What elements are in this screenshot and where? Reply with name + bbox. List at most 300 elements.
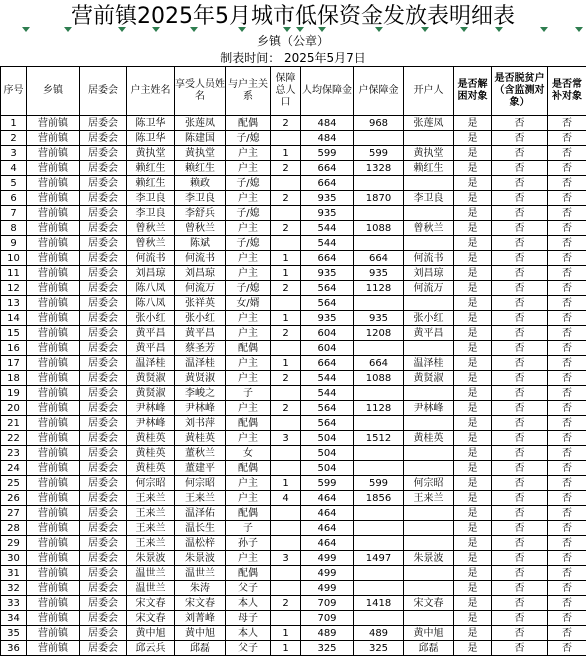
table-cell[interactable]: 544 <box>301 371 354 386</box>
table-cell[interactable]: 否 <box>492 251 548 266</box>
table-cell[interactable] <box>404 536 454 551</box>
table-cell[interactable]: 否 <box>492 326 548 341</box>
table-cell[interactable]: 否 <box>548 191 586 206</box>
table-cell[interactable]: 是 <box>454 491 492 506</box>
table-cell[interactable]: 张小红 <box>127 311 175 326</box>
table-cell[interactable]: 否 <box>492 281 548 296</box>
filter-dropdown-icon[interactable] <box>375 27 383 32</box>
filter-dropdown-icon[interactable] <box>318 27 326 32</box>
table-cell[interactable]: 黄桂英 <box>127 461 175 476</box>
table-cell[interactable]: 1 <box>271 146 301 161</box>
filter-dropdown-icon[interactable] <box>495 27 503 32</box>
table-cell[interactable]: 子/媳 <box>226 131 271 146</box>
table-cell[interactable] <box>271 566 301 581</box>
table-cell[interactable] <box>271 386 301 401</box>
table-cell[interactable]: 29 <box>1 536 27 551</box>
table-cell[interactable] <box>271 446 301 461</box>
table-cell[interactable]: 564 <box>301 401 354 416</box>
table-cell[interactable]: 否 <box>548 476 586 491</box>
table-cell[interactable] <box>404 296 454 311</box>
table-cell[interactable]: 居委会 <box>80 191 127 206</box>
table-cell[interactable]: 否 <box>548 266 586 281</box>
table-cell[interactable]: 664 <box>354 251 404 266</box>
table-cell[interactable] <box>271 611 301 626</box>
table-cell[interactable]: 居委会 <box>80 176 127 191</box>
table-cell[interactable]: 王来兰 <box>175 491 226 506</box>
table-cell[interactable]: 营前镇 <box>27 446 80 461</box>
table-cell[interactable]: 黄平昌 <box>127 326 175 341</box>
table-cell[interactable]: 否 <box>492 446 548 461</box>
table-cell[interactable]: 赖政 <box>175 176 226 191</box>
table-cell[interactable] <box>354 581 404 596</box>
table-cell[interactable]: 30 <box>1 551 27 566</box>
table-cell[interactable]: 544 <box>301 236 354 251</box>
table-cell[interactable]: 是 <box>454 281 492 296</box>
table-cell[interactable]: 子 <box>226 521 271 536</box>
table-cell[interactable]: 黄中旭 <box>175 626 226 641</box>
table-cell[interactable] <box>404 566 454 581</box>
table-cell[interactable]: 何宗昭 <box>404 476 454 491</box>
table-cell[interactable]: 33 <box>1 596 27 611</box>
table-cell[interactable]: 居委会 <box>80 611 127 626</box>
table-cell[interactable]: 黄执堂 <box>175 146 226 161</box>
table-cell[interactable]: 营前镇 <box>27 266 80 281</box>
table-cell[interactable]: 否 <box>492 221 548 236</box>
table-cell[interactable]: 否 <box>548 461 586 476</box>
table-cell[interactable]: 325 <box>354 641 404 656</box>
table-cell[interactable]: 否 <box>492 416 548 431</box>
header-cell[interactable]: 与户主关系 <box>226 67 271 116</box>
table-cell[interactable]: 1088 <box>354 371 404 386</box>
table-cell[interactable]: 温长生 <box>175 521 226 536</box>
table-cell[interactable]: 1856 <box>354 491 404 506</box>
table-cell[interactable] <box>271 416 301 431</box>
table-cell[interactable]: 544 <box>301 386 354 401</box>
table-cell[interactable]: 营前镇 <box>27 236 80 251</box>
table-cell[interactable]: 否 <box>548 581 586 596</box>
table-cell[interactable]: 1512 <box>354 431 404 446</box>
table-cell[interactable]: 赖红生 <box>404 161 454 176</box>
table-cell[interactable]: 否 <box>548 176 586 191</box>
table-cell[interactable]: 1328 <box>354 161 404 176</box>
table-cell[interactable]: 本人 <box>226 626 271 641</box>
table-cell[interactable]: 尹林峰 <box>404 401 454 416</box>
table-cell[interactable]: 是 <box>454 341 492 356</box>
table-cell[interactable]: 968 <box>354 116 404 131</box>
table-cell[interactable]: 本人 <box>226 596 271 611</box>
table-cell[interactable]: 是 <box>454 521 492 536</box>
table-cell[interactable]: 户主 <box>226 356 271 371</box>
table-cell[interactable]: 935 <box>301 311 354 326</box>
table-cell[interactable]: 664 <box>301 161 354 176</box>
table-cell[interactable]: 否 <box>492 266 548 281</box>
table-cell[interactable]: 否 <box>548 281 586 296</box>
table-cell[interactable]: 8 <box>1 221 27 236</box>
table-cell[interactable]: 否 <box>548 116 586 131</box>
table-cell[interactable]: 否 <box>492 386 548 401</box>
table-cell[interactable]: 否 <box>548 566 586 581</box>
filter-dropdown-icon[interactable] <box>190 27 198 32</box>
table-cell[interactable]: 是 <box>454 176 492 191</box>
table-cell[interactable]: 504 <box>301 461 354 476</box>
table-cell[interactable] <box>271 296 301 311</box>
table-cell[interactable]: 营前镇 <box>27 611 80 626</box>
table-cell[interactable]: 户主 <box>226 221 271 236</box>
table-cell[interactable]: 居委会 <box>80 536 127 551</box>
header-cell[interactable]: 居委会 <box>80 67 127 116</box>
table-cell[interactable]: 504 <box>301 431 354 446</box>
table-cell[interactable]: 居委会 <box>80 641 127 656</box>
table-cell[interactable]: 配偶 <box>226 116 271 131</box>
table-cell[interactable]: 居委会 <box>80 356 127 371</box>
table-cell[interactable]: 黄桂英 <box>127 446 175 461</box>
table-cell[interactable]: 是 <box>454 266 492 281</box>
table-cell[interactable]: 是 <box>454 461 492 476</box>
table-cell[interactable]: 2 <box>271 371 301 386</box>
table-cell[interactable]: 是 <box>454 131 492 146</box>
table-cell[interactable]: 黄平昌 <box>404 326 454 341</box>
table-cell[interactable]: 否 <box>548 221 586 236</box>
table-cell[interactable]: 何流书 <box>127 251 175 266</box>
table-cell[interactable]: 564 <box>301 296 354 311</box>
table-cell[interactable]: 母子 <box>226 611 271 626</box>
table-cell[interactable]: 张祥英 <box>175 296 226 311</box>
table-cell[interactable]: 否 <box>492 626 548 641</box>
filter-dropdown-icon[interactable] <box>238 27 246 32</box>
table-cell[interactable]: 31 <box>1 566 27 581</box>
table-cell[interactable]: 父子 <box>226 641 271 656</box>
table-cell[interactable]: 居委会 <box>80 206 127 221</box>
table-cell[interactable]: 营前镇 <box>27 311 80 326</box>
table-cell[interactable]: 黄贤淑 <box>175 371 226 386</box>
table-cell[interactable]: 是 <box>454 251 492 266</box>
table-cell[interactable]: 赖红生 <box>127 176 175 191</box>
table-cell[interactable]: 1418 <box>354 596 404 611</box>
table-cell[interactable]: 居委会 <box>80 161 127 176</box>
table-cell[interactable]: 户主 <box>226 191 271 206</box>
table-cell[interactable]: 曾秋兰 <box>127 236 175 251</box>
table-cell[interactable]: 1208 <box>354 326 404 341</box>
table-cell[interactable]: 564 <box>301 416 354 431</box>
table-cell[interactable]: 否 <box>492 356 548 371</box>
table-cell[interactable]: 营前镇 <box>27 206 80 221</box>
table-cell[interactable]: 配偶 <box>226 416 271 431</box>
table-cell[interactable]: 否 <box>548 491 586 506</box>
table-cell[interactable]: 宋文春 <box>404 596 454 611</box>
table-cell[interactable]: 20 <box>1 401 27 416</box>
table-cell[interactable]: 否 <box>492 521 548 536</box>
table-cell[interactable]: 否 <box>492 311 548 326</box>
table-cell[interactable]: 黄执堂 <box>127 146 175 161</box>
table-cell[interactable]: 居委会 <box>80 521 127 536</box>
table-cell[interactable]: 宋文春 <box>127 611 175 626</box>
table-cell[interactable]: 664 <box>354 356 404 371</box>
table-cell[interactable]: 是 <box>454 431 492 446</box>
table-cell[interactable]: 王来兰 <box>127 536 175 551</box>
table-cell[interactable]: 居委会 <box>80 236 127 251</box>
table-cell[interactable]: 居委会 <box>80 551 127 566</box>
table-cell[interactable] <box>271 581 301 596</box>
table-cell[interactable]: 营前镇 <box>27 341 80 356</box>
filter-dropdown-icon[interactable] <box>421 27 429 32</box>
table-cell[interactable]: 温松梓 <box>175 536 226 551</box>
header-cell[interactable]: 享受人员姓名 <box>175 67 226 116</box>
table-cell[interactable]: 户主 <box>226 146 271 161</box>
table-cell[interactable]: 464 <box>301 491 354 506</box>
table-cell[interactable]: 否 <box>548 206 586 221</box>
table-cell[interactable]: 温泽佑 <box>175 506 226 521</box>
header-cell[interactable]: 是否常补对象 <box>548 67 586 116</box>
table-cell[interactable]: 6 <box>1 191 27 206</box>
table-cell[interactable]: 居委会 <box>80 626 127 641</box>
filter-dropdown-icon[interactable] <box>64 27 72 32</box>
table-cell[interactable]: 营前镇 <box>27 581 80 596</box>
table-cell[interactable]: 是 <box>454 401 492 416</box>
table-cell[interactable]: 居委会 <box>80 461 127 476</box>
table-cell[interactable]: 子/媳 <box>226 281 271 296</box>
table-cell[interactable]: 否 <box>492 491 548 506</box>
table-cell[interactable]: 居委会 <box>80 296 127 311</box>
table-cell[interactable]: 709 <box>301 611 354 626</box>
table-cell[interactable]: 陈卫华 <box>127 116 175 131</box>
table-cell[interactable]: 935 <box>301 266 354 281</box>
table-cell[interactable] <box>271 176 301 191</box>
table-cell[interactable]: 484 <box>301 116 354 131</box>
table-cell[interactable]: 配偶 <box>226 566 271 581</box>
table-cell[interactable] <box>404 341 454 356</box>
table-cell[interactable]: 黄桂英 <box>175 431 226 446</box>
table-cell[interactable]: 刘昌琼 <box>175 266 226 281</box>
table-cell[interactable]: 何流书 <box>175 251 226 266</box>
table-cell[interactable]: 否 <box>548 446 586 461</box>
table-cell[interactable]: 是 <box>454 191 492 206</box>
table-cell[interactable]: 温世兰 <box>127 581 175 596</box>
table-cell[interactable]: 居委会 <box>80 266 127 281</box>
table-cell[interactable]: 曾秋兰 <box>175 221 226 236</box>
table-cell[interactable]: 温泽桂 <box>127 356 175 371</box>
table-cell[interactable] <box>354 341 404 356</box>
table-cell[interactable] <box>271 206 301 221</box>
table-cell[interactable]: 10 <box>1 251 27 266</box>
table-cell[interactable]: 464 <box>301 521 354 536</box>
table-cell[interactable]: 34 <box>1 611 27 626</box>
table-cell[interactable]: 11 <box>1 266 27 281</box>
table-cell[interactable]: 是 <box>454 536 492 551</box>
table-cell[interactable]: 居委会 <box>80 491 127 506</box>
table-cell[interactable]: 4 <box>1 161 27 176</box>
header-cell[interactable]: 户保障金 <box>354 67 404 116</box>
table-cell[interactable]: 否 <box>548 521 586 536</box>
table-cell[interactable]: 户主 <box>226 476 271 491</box>
table-cell[interactable]: 营前镇 <box>27 641 80 656</box>
table-cell[interactable]: 是 <box>454 596 492 611</box>
table-cell[interactable]: 李峻之 <box>175 386 226 401</box>
table-cell[interactable]: 户主 <box>226 551 271 566</box>
table-cell[interactable]: 户主 <box>226 401 271 416</box>
table-cell[interactable]: 户主 <box>226 326 271 341</box>
table-cell[interactable]: 户主 <box>226 311 271 326</box>
table-cell[interactable]: 是 <box>454 311 492 326</box>
table-cell[interactable]: 子/媳 <box>226 236 271 251</box>
table-cell[interactable]: 孙子 <box>226 536 271 551</box>
table-cell[interactable]: 2 <box>271 221 301 236</box>
table-cell[interactable]: 居委会 <box>80 506 127 521</box>
table-cell[interactable] <box>271 341 301 356</box>
table-cell[interactable]: 朱涛 <box>175 581 226 596</box>
table-cell[interactable]: 温世兰 <box>127 566 175 581</box>
header-cell[interactable]: 序号 <box>1 67 27 116</box>
table-cell[interactable]: 否 <box>492 581 548 596</box>
table-cell[interactable]: 居委会 <box>80 131 127 146</box>
table-cell[interactable]: 黄平昌 <box>127 341 175 356</box>
table-cell[interactable]: 王来兰 <box>404 491 454 506</box>
table-cell[interactable]: 刘昌琼 <box>404 266 454 281</box>
table-cell[interactable] <box>404 131 454 146</box>
table-cell[interactable] <box>354 296 404 311</box>
table-cell[interactable]: 否 <box>548 386 586 401</box>
header-cell[interactable]: 开户人 <box>404 67 454 116</box>
table-cell[interactable] <box>271 131 301 146</box>
table-cell[interactable] <box>271 236 301 251</box>
table-cell[interactable]: 2 <box>1 131 27 146</box>
table-cell[interactable]: 黄桂英 <box>127 431 175 446</box>
table-cell[interactable]: 董建平 <box>175 461 226 476</box>
table-cell[interactable] <box>404 506 454 521</box>
table-cell[interactable]: 朱景波 <box>175 551 226 566</box>
table-cell[interactable]: 否 <box>492 566 548 581</box>
table-cell[interactable] <box>354 611 404 626</box>
table-cell[interactable]: 何流万 <box>175 281 226 296</box>
table-cell[interactable]: 是 <box>454 551 492 566</box>
table-cell[interactable]: 是 <box>454 476 492 491</box>
table-cell[interactable]: 是 <box>454 581 492 596</box>
table-cell[interactable]: 营前镇 <box>27 356 80 371</box>
table-cell[interactable]: 陈八凤 <box>127 296 175 311</box>
table-cell[interactable]: 否 <box>548 356 586 371</box>
table-cell[interactable]: 是 <box>454 506 492 521</box>
table-cell[interactable]: 否 <box>548 431 586 446</box>
table-cell[interactable]: 19 <box>1 386 27 401</box>
table-cell[interactable]: 居委会 <box>80 566 127 581</box>
table-cell[interactable]: 604 <box>301 326 354 341</box>
table-cell[interactable]: 23 <box>1 446 27 461</box>
table-cell[interactable]: 否 <box>548 416 586 431</box>
table-cell[interactable]: 营前镇 <box>27 146 80 161</box>
table-cell[interactable]: 张小红 <box>404 311 454 326</box>
table-cell[interactable]: 499 <box>301 551 354 566</box>
table-cell[interactable]: 居委会 <box>80 581 127 596</box>
table-cell[interactable]: 否 <box>492 296 548 311</box>
table-cell[interactable] <box>404 206 454 221</box>
table-cell[interactable]: 营前镇 <box>27 536 80 551</box>
table-cell[interactable]: 黄贤淑 <box>127 371 175 386</box>
table-cell[interactable]: 子/媳 <box>226 206 271 221</box>
table-cell[interactable]: 是 <box>454 416 492 431</box>
table-cell[interactable]: 黄中旭 <box>404 626 454 641</box>
table-cell[interactable]: 否 <box>548 611 586 626</box>
table-cell[interactable]: 尹林峰 <box>127 416 175 431</box>
table-cell[interactable]: 否 <box>492 551 548 566</box>
table-cell[interactable] <box>354 206 404 221</box>
table-cell[interactable]: 营前镇 <box>27 401 80 416</box>
table-cell[interactable]: 否 <box>492 536 548 551</box>
table-cell[interactable]: 居委会 <box>80 596 127 611</box>
table-cell[interactable]: 邱磊 <box>404 641 454 656</box>
table-cell[interactable]: 营前镇 <box>27 191 80 206</box>
table-cell[interactable]: 否 <box>548 551 586 566</box>
table-cell[interactable] <box>271 521 301 536</box>
table-cell[interactable]: 否 <box>492 461 548 476</box>
table-cell[interactable]: 709 <box>301 596 354 611</box>
table-cell[interactable]: 居委会 <box>80 281 127 296</box>
table-cell[interactable]: 营前镇 <box>27 461 80 476</box>
table-cell[interactable]: 17 <box>1 356 27 371</box>
filter-dropdown-icon[interactable] <box>296 27 304 32</box>
table-cell[interactable]: 是 <box>454 626 492 641</box>
table-cell[interactable]: 否 <box>492 596 548 611</box>
table-cell[interactable]: 2 <box>271 596 301 611</box>
table-cell[interactable]: 否 <box>492 131 548 146</box>
table-cell[interactable]: 黄贤淑 <box>127 386 175 401</box>
table-cell[interactable]: 1497 <box>354 551 404 566</box>
table-cell[interactable]: 营前镇 <box>27 506 80 521</box>
table-cell[interactable]: 邱云兵 <box>127 641 175 656</box>
table-cell[interactable]: 否 <box>548 296 586 311</box>
table-cell[interactable]: 9 <box>1 236 27 251</box>
table-cell[interactable]: 504 <box>301 446 354 461</box>
table-cell[interactable]: 李卫良 <box>175 191 226 206</box>
table-cell[interactable]: 营前镇 <box>27 296 80 311</box>
table-cell[interactable]: 营前镇 <box>27 251 80 266</box>
table-cell[interactable]: 935 <box>301 206 354 221</box>
table-cell[interactable]: 489 <box>354 626 404 641</box>
table-cell[interactable] <box>404 236 454 251</box>
table-cell[interactable]: 曾秋兰 <box>404 221 454 236</box>
table-cell[interactable]: 陈建国 <box>175 131 226 146</box>
table-cell[interactable]: 4 <box>271 491 301 506</box>
table-cell[interactable]: 否 <box>492 146 548 161</box>
table-cell[interactable]: 陈斌 <box>175 236 226 251</box>
table-cell[interactable]: 14 <box>1 311 27 326</box>
header-cell[interactable]: 户主姓名 <box>127 67 175 116</box>
table-cell[interactable]: 1088 <box>354 221 404 236</box>
table-cell[interactable]: 15 <box>1 326 27 341</box>
table-cell[interactable]: 是 <box>454 446 492 461</box>
filter-dropdown-icon[interactable] <box>540 27 548 32</box>
table-cell[interactable]: 是 <box>454 566 492 581</box>
table-cell[interactable]: 3 <box>1 146 27 161</box>
table-cell[interactable] <box>354 536 404 551</box>
table-cell[interactable]: 1 <box>271 266 301 281</box>
table-cell[interactable]: 是 <box>454 641 492 656</box>
table-cell[interactable]: 5 <box>1 176 27 191</box>
table-cell[interactable]: 营前镇 <box>27 116 80 131</box>
table-cell[interactable]: 544 <box>301 221 354 236</box>
table-cell[interactable]: 营前镇 <box>27 596 80 611</box>
table-cell[interactable]: 否 <box>548 401 586 416</box>
table-cell[interactable]: 935 <box>301 191 354 206</box>
table-cell[interactable]: 曾秋兰 <box>127 221 175 236</box>
table-cell[interactable]: 李舒兵 <box>175 206 226 221</box>
table-cell[interactable]: 居委会 <box>80 446 127 461</box>
table-cell[interactable]: 尹林峰 <box>127 401 175 416</box>
table-cell[interactable]: 营前镇 <box>27 566 80 581</box>
table-cell[interactable]: 是 <box>454 371 492 386</box>
table-cell[interactable]: 营前镇 <box>27 176 80 191</box>
table-cell[interactable]: 否 <box>492 116 548 131</box>
table-cell[interactable]: 配偶 <box>226 341 271 356</box>
table-cell[interactable]: 935 <box>354 266 404 281</box>
